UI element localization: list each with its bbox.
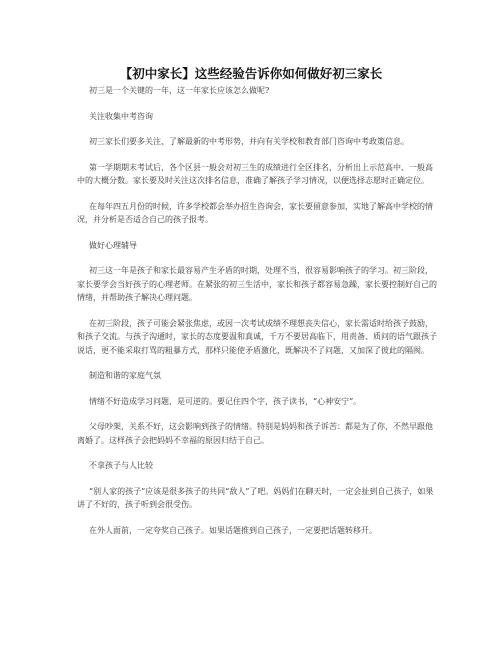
body-paragraph: 在每年四五月份的时候，许多学校都会举办招生咨询会，家长要留意参加，实地了解高中学校的情况，并分析是否适合自己的孩子报考。 (77, 201, 433, 224)
body-paragraph: 在外人面前，一定夸奖自己孩子。如果话题推到自己孩子，一定要把话题转移开。 (89, 525, 377, 535)
section-heading: 不拿孩子与人比较 (89, 461, 153, 470)
body-paragraph: 初三家长们要多关注、了解最新的中考形势，并向有关学校和教育部门咨询中考政策信息。 (89, 137, 409, 146)
document-body (77, 84, 439, 549)
body-paragraph: 情绪不好造成学习问题，是可逆的。要记住四个字，孩子读书，“心神安宁”。 (89, 396, 362, 406)
body-paragraph: “别人家的孩子”应该是很多孩子的共同“敌人”了吧。妈妈们在聊天时，一定会扯到自己孩子，如果讲了不好的，孩子听到会很受伤。 (77, 486, 434, 509)
body-paragraph: 在初三阶段，孩子可能会紧张焦虑，或因一次考试成绩不理想丧失信心，家长需适时给孩子鼓励，和孩子交流。与孩子沟通时，家长的态度要温和真诚，千万不要居高临下，用责备、质问的语气跟孩子说话，更不能采取打骂的粗暴方式，那样只能使矛盾激化，既解决不了问题，又加深了彼此的隔阂。 (77, 318, 437, 355)
body-paragraph: 第一学期期末考试后，各个区县一般会对初三生的成绩进行全区排名，分析出上示范高中、一般高中的大概分数。家长要及时关注这次排名信息，准确了解孩子学习情况，以便选择志愿时正确定位。 (77, 162, 433, 185)
intro-paragraph: 初三是一个关键的一年，这一年家长应该怎么做呢? (89, 86, 270, 95)
section-heading: 做好心理辅导 (89, 240, 137, 250)
section-heading: 制造和谐的家庭气氛 (89, 371, 161, 380)
body-paragraph: 父母吵架，关系不好，这会影响到孩子的情绪。特别是妈妈和孩子诉苦：都是为了你，不然早跟他离婚了。这样孩子会把妈妈不幸福的原因归结于自己。 (77, 422, 433, 445)
section-heading: 关注收集中考咨询 (89, 111, 153, 121)
body-paragraph: 初三这一年是孩子和家长最容易产生矛盾的时期，处理不当，很容易影响孩子的学习。初三阶段，家长要学会当好孩子的心理老师。在紧张的初三生活中，家长和孩子都容易急躁，家长要控制好自己的情绪，并帮助孩子解决心理问题。 (77, 266, 437, 302)
document-title: 【初中家长】这些经验告诉你如何做好初三家长 (119, 66, 383, 81)
